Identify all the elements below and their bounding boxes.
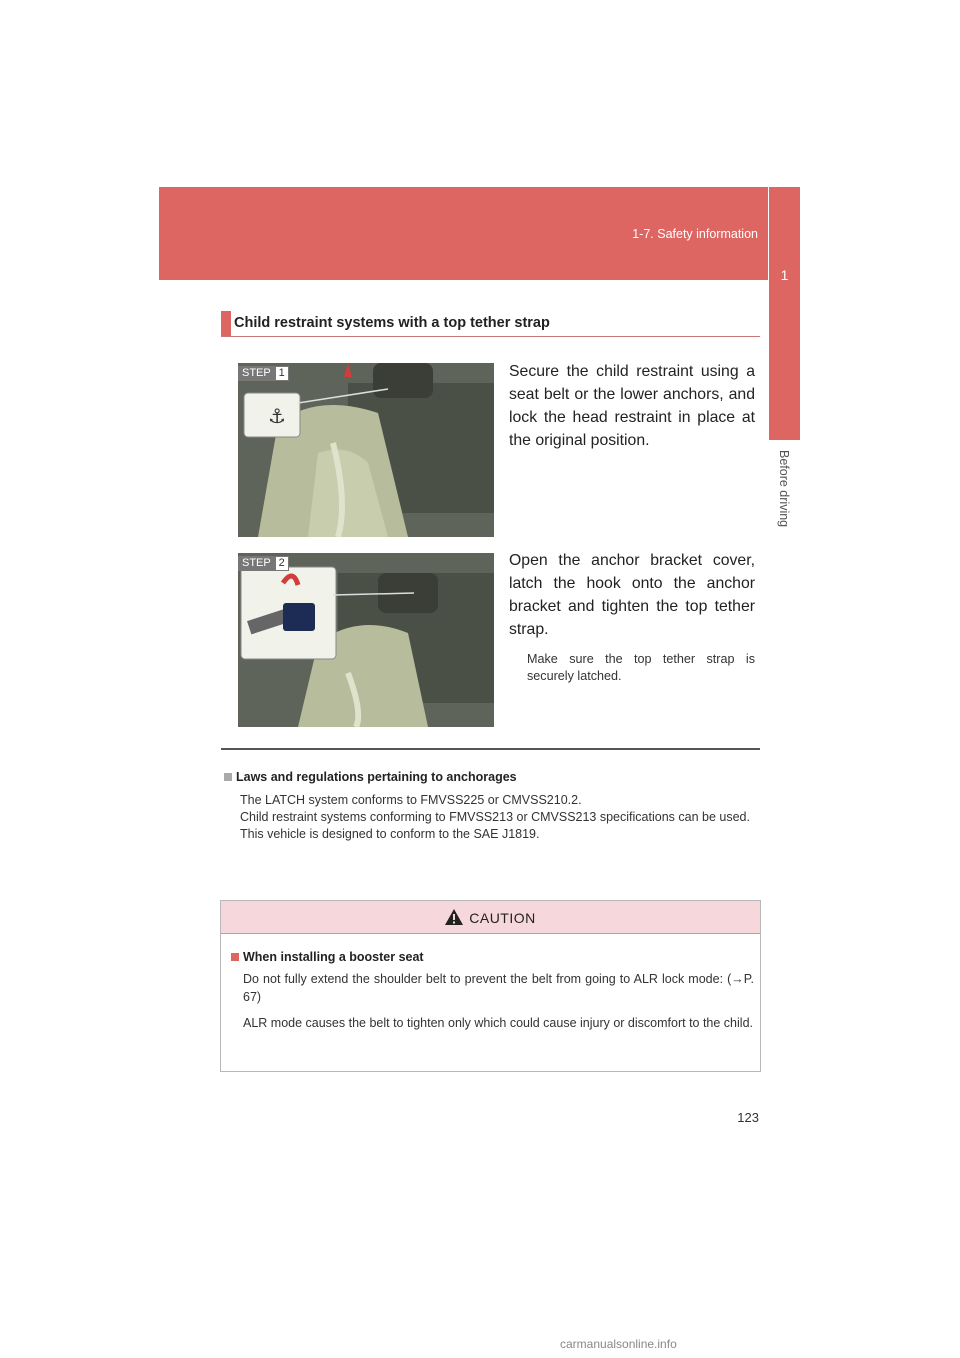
square-bullet-icon: [224, 773, 232, 781]
laws-line: Child restraint systems conforming to FMVSS213 or CMVSS213 specifications can be used.: [240, 810, 750, 824]
section-divider: [221, 748, 760, 750]
step2-badge-number: 2: [275, 556, 289, 571]
header-band: [159, 187, 768, 280]
laws-line: The LATCH system conforms to FMVSS225 or CMVSS210.2.: [240, 793, 582, 807]
caution-item-heading: [231, 948, 754, 966]
caution-paragraph: Do not fully extend the shoulder belt to prevent the belt from going to ALR lock mode: (→P. 67): [243, 972, 754, 1004]
step1-badge-label: STEP: [238, 366, 275, 381]
step2-badge-label: STEP: [238, 556, 275, 571]
step1-badge-number: 1: [275, 366, 289, 381]
section-title: 1-7. Safety information: [632, 227, 758, 241]
subheading-text: Child restraint systems with a top tether strap: [234, 315, 550, 331]
step2-text: Open the anchor bracket cover, latch the hook onto the anchor bracket and tighten the top tether strap.: [509, 552, 755, 638]
caution-body: [221, 934, 760, 1032]
caution-title: [221, 909, 760, 926]
page-number: 123: [737, 1110, 759, 1125]
caution-title-text: CAUTION: [469, 910, 536, 926]
chapter-title: Before driving: [777, 450, 791, 528]
caution-item-heading-text: When installing a booster seat: [243, 950, 424, 964]
square-bullet-icon: [231, 953, 239, 961]
caution-box: [220, 900, 761, 1072]
subheading-bar: [221, 311, 231, 336]
step2-note: Make sure the top tether strap is securely latched.: [527, 652, 755, 683]
svg-text:⚓: ⚓: [268, 404, 286, 428]
step1-badge: [238, 366, 289, 381]
step1-illustration: [238, 363, 494, 537]
laws-section: [224, 769, 759, 843]
step2-badge: [238, 556, 289, 571]
laws-heading-text: Laws and regulations pertaining to anchorages: [236, 770, 517, 784]
chapter-number: 1: [780, 267, 789, 283]
caution-paragraph: ALR mode causes the belt to tighten only which could cause injury or discomfort to the child.: [243, 1016, 753, 1030]
step1-text: Secure the child restraint using a seat belt or the lower anchors, and lock the head restraint in place at the original position.: [509, 363, 755, 449]
subheading: [221, 311, 760, 337]
chapter-tab: [769, 187, 800, 440]
caution-header: [221, 901, 760, 934]
watermark: carmanualsonline.info: [560, 1337, 677, 1351]
laws-line: This vehicle is designed to conform to the SAE J1819.: [240, 827, 540, 841]
step2-illustration: [238, 553, 494, 727]
warning-triangle-icon: [445, 909, 463, 925]
laws-heading: [224, 769, 759, 786]
